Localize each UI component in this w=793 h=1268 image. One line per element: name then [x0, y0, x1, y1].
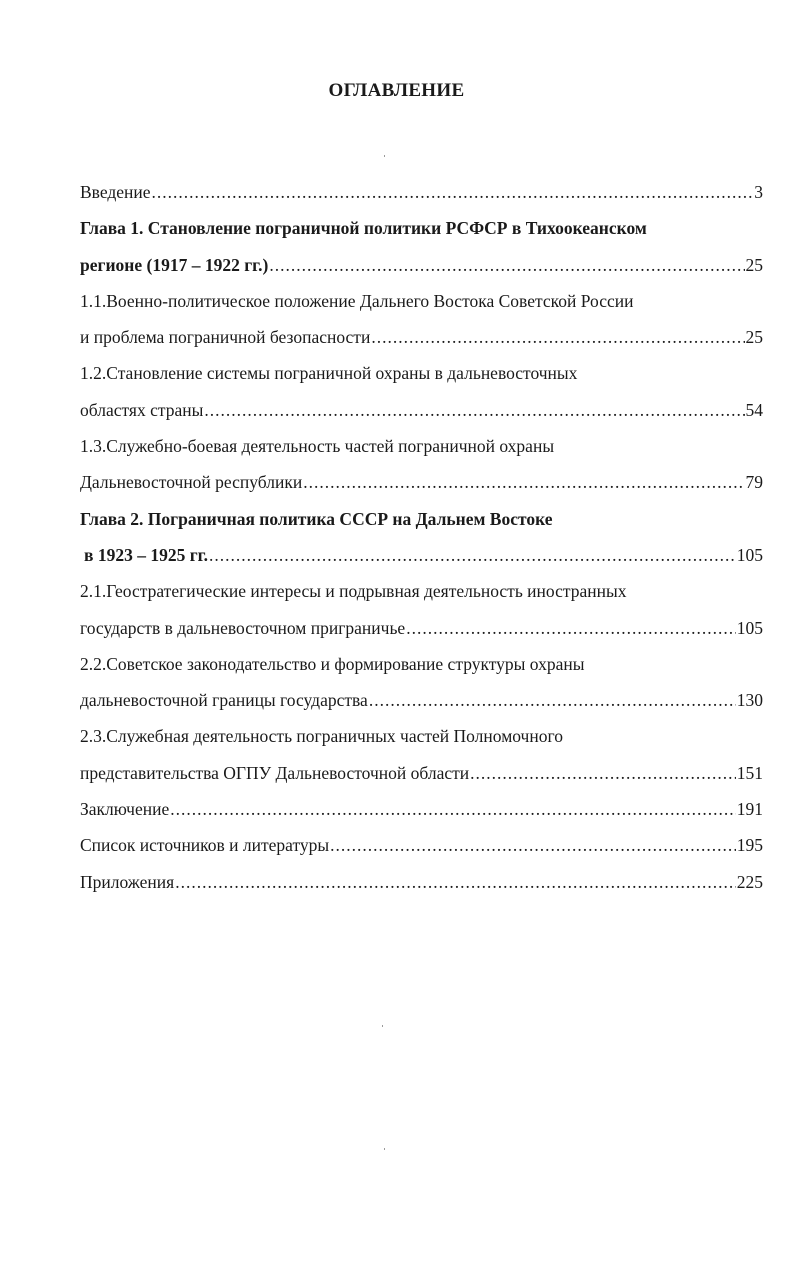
- toc-page-number: 79: [745, 472, 763, 493]
- scan-speck: [384, 1148, 385, 1150]
- toc-leader-dots: [269, 247, 744, 283]
- toc-chapter-1-title: Глава 1. Становление пограничной политики РСФСР в Тихоокеанском: [80, 218, 647, 239]
- table-of-contents: [80, 174, 763, 900]
- toc-leader-dots: [209, 537, 736, 573]
- toc-section-1-3-entry: [80, 464, 763, 500]
- toc-entry-title: и проблема пограничной безопасности: [80, 327, 371, 348]
- toc-page-number: 105: [736, 617, 763, 638]
- toc-entry-appendix: [80, 864, 763, 900]
- toc-leader-dots: [175, 864, 736, 900]
- toc-entry-title: Введение: [80, 182, 151, 202]
- toc-page-number: 195: [736, 835, 763, 856]
- toc-section-2-1-entry: [80, 610, 763, 646]
- toc-entry-intro: [80, 174, 763, 210]
- toc-section-2-3-title: 2.3.Служебная деятельность пограничных частей Полномочного: [80, 726, 563, 747]
- toc-entry-title: представительства ОГПУ Дальневосточной области: [80, 762, 470, 783]
- toc-entry-title: регионе (1917 – 1922 гг.): [80, 254, 269, 275]
- toc-section-2-2-entry: [80, 682, 763, 718]
- toc-section-1-2-title: 1.2.Становление системы пограничной охраны в дальневосточных: [80, 363, 578, 384]
- toc-entry-sources: [80, 827, 763, 863]
- toc-chapter-1-entry: [80, 247, 763, 283]
- toc-page-number: 191: [736, 799, 763, 820]
- toc-entry-title: государств в дальневосточном приграничье: [80, 617, 406, 638]
- scan-speck: [384, 155, 385, 157]
- toc-leader-dots: [369, 682, 736, 718]
- toc-page-number: 225: [736, 871, 763, 892]
- toc-section-1-2-entry: [80, 392, 763, 428]
- toc-section-1-1-title: 1.1.Военно-политическое положение Дальнего Востока Советской России: [80, 290, 634, 311]
- toc-leader-dots: [152, 174, 754, 210]
- toc-leader-dots: [204, 392, 744, 428]
- toc-leader-dots: [170, 791, 736, 827]
- scan-speck: [382, 1025, 383, 1027]
- toc-leader-dots: [470, 755, 736, 791]
- toc-entry-conclusion: [80, 791, 763, 827]
- toc-entry-title: Заключение: [80, 799, 170, 820]
- toc-page-number: 3: [754, 182, 763, 202]
- toc-page-number: 25: [745, 327, 763, 348]
- toc-section-1-3-title: 1.3.Служебно-боевая деятельность частей пограничной охраны: [80, 436, 555, 457]
- page-title: ОГЛАВЛЕНИЕ: [328, 80, 465, 101]
- toc-page-number: 54: [745, 399, 763, 420]
- toc-entry-title: Дальневосточной республики: [80, 472, 303, 493]
- toc-page-number: 151: [736, 762, 763, 783]
- toc-section-2-3-entry: [80, 755, 763, 791]
- toc-leader-dots: [371, 319, 744, 355]
- toc-entry-title: в 1923 – 1925 гг.: [84, 544, 208, 565]
- toc-leader-dots: [406, 610, 736, 646]
- toc-leader-dots: [303, 464, 744, 500]
- toc-entry-title: Приложения: [80, 871, 175, 892]
- toc-page-number: 25: [745, 254, 763, 275]
- toc-entry-title: областях страны: [80, 399, 204, 420]
- toc-entry-title: дальневосточной границы государства: [80, 690, 368, 711]
- toc-section-1-1-entry: [80, 319, 763, 355]
- toc-chapter-2-entry: [80, 537, 763, 573]
- toc-page-number: 105: [736, 544, 763, 565]
- toc-leader-dots: [330, 827, 736, 863]
- toc-section-2-2-title: 2.2.Советское законодательство и формирование структуры охраны: [80, 653, 585, 674]
- toc-chapter-2-title: Глава 2. Пограничная политика СССР на Дальнем Востоке: [80, 508, 553, 529]
- toc-entry-title: Список источников и литературы: [80, 835, 330, 856]
- toc-page-number: 130: [736, 690, 763, 711]
- toc-section-2-1-title: 2.1.Геостратегические интересы и подрывная деятельность иностранных: [80, 581, 627, 602]
